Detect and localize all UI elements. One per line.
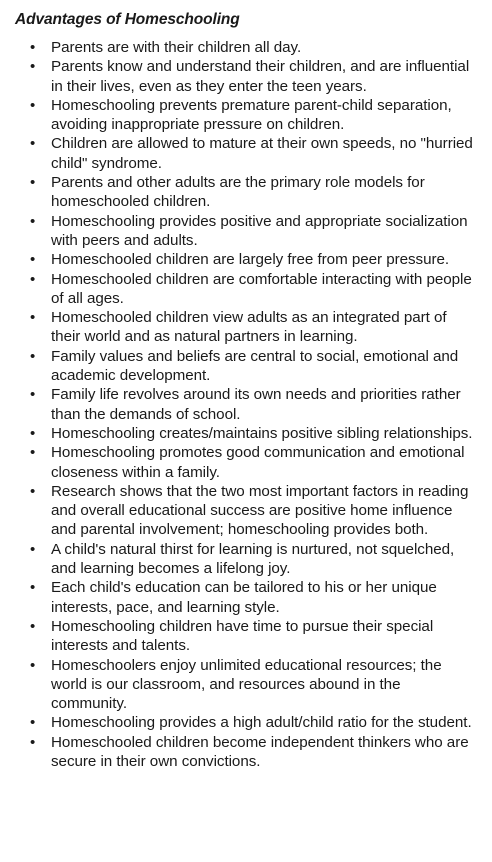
list-item <box>15 482 480 540</box>
list-item <box>15 270 480 309</box>
list-item <box>15 424 480 443</box>
list-item-text: Homeschooled children are comfortable interacting with people of all ages. <box>51 270 472 307</box>
advantages-list <box>15 38 480 771</box>
list-item-text: Homeschooled children are largely free from peer pressure. <box>51 251 450 269</box>
list-item-text: Homeschooling children have time to pursue their special interests and talents. <box>51 617 434 655</box>
list-item <box>15 250 480 269</box>
bullet-icon: • <box>30 251 36 269</box>
bullet-icon: • <box>30 386 36 404</box>
list-item-text: Homeschooled children view adults as an integrated part of their world and as natural partners in learning. <box>51 309 447 346</box>
list-item <box>15 443 480 482</box>
list-item <box>15 96 480 135</box>
list-item <box>15 713 480 732</box>
list-item <box>15 656 480 714</box>
bullet-icon: • <box>30 656 36 674</box>
list-item-text: Parents and other adults are the primary role models for homeschooled children. <box>51 174 425 211</box>
list-item <box>15 347 480 386</box>
bullet-icon: • <box>30 270 36 288</box>
list-item-text: Homeschoolers enjoy unlimited educational resources; the world is our classroom, and resources abound in the community. <box>51 656 442 713</box>
list-item <box>15 540 480 579</box>
list-item-text: Homeschooling provides a high adult/child ratio for the student. <box>51 714 472 732</box>
bullet-icon: • <box>30 444 36 462</box>
bullet-icon: • <box>30 58 36 76</box>
bullet-icon: • <box>30 174 36 192</box>
list-item-text: Children are allowed to mature at their own speeds, no "hurried child" syndrome. <box>51 135 473 172</box>
bullet-icon: • <box>30 424 36 442</box>
list-item <box>15 578 480 617</box>
list-item-text: Each child's education can be tailored to his or her unique interests, pace, and learning style. <box>51 579 437 616</box>
bullet-icon: • <box>30 212 36 230</box>
bullet-icon: • <box>30 347 36 365</box>
bullet-icon: • <box>30 617 36 635</box>
list-item-text: Homeschooling promotes good communication and emotional closeness within a family. <box>51 444 465 481</box>
list-item-text: Homeschooled children become independent thinkers who are secure in their own convictions. <box>51 733 469 770</box>
list-item-text: Parents know and understand their children, and are influential in their lives, even as they enter the teen years. <box>51 58 470 95</box>
bullet-icon: • <box>30 96 36 114</box>
bullet-icon: • <box>30 714 36 732</box>
list-item <box>15 57 480 96</box>
list-item-text: Family life revolves around its own needs and priorities rather than the demands of school. <box>51 386 461 423</box>
list-item <box>15 173 480 212</box>
list-item <box>15 385 480 424</box>
list-item <box>15 617 480 656</box>
list-item-text: A child's natural thirst for learning is nurtured, not squelched, and learning becomes a lifelong joy. <box>51 540 455 578</box>
bullet-icon: • <box>30 579 36 597</box>
list-item <box>15 134 480 173</box>
list-item <box>15 733 480 772</box>
bullet-icon: • <box>30 482 36 500</box>
list-item-text: Homeschooling prevents premature parent-child separation, avoiding inappropriate pressure on children. <box>51 96 452 134</box>
list-item <box>15 308 480 347</box>
list-item-text: Family values and beliefs are central to social, emotional and academic development. <box>51 347 459 385</box>
document-title: Advantages of Homeschooling <box>15 11 240 28</box>
list-item-text: Research shows that the two most important factors in reading and overall educational success are positive home influence and parental involvement; homeschooling provides both. <box>51 482 469 539</box>
list-item-text: Homeschooling provides positive and appropriate socialization with peers and adults. <box>51 212 468 249</box>
bullet-icon: • <box>30 309 36 327</box>
bullet-icon: • <box>30 540 36 558</box>
list-item-text: Homeschooling creates/maintains positive sibling relationships. <box>51 424 473 442</box>
list-item-text: Parents are with their children all day. <box>51 39 302 56</box>
list-item <box>15 38 480 57</box>
bullet-icon: • <box>30 135 36 153</box>
list-item <box>15 212 480 251</box>
bullet-icon: • <box>30 733 36 751</box>
bullet-icon: • <box>30 39 36 56</box>
